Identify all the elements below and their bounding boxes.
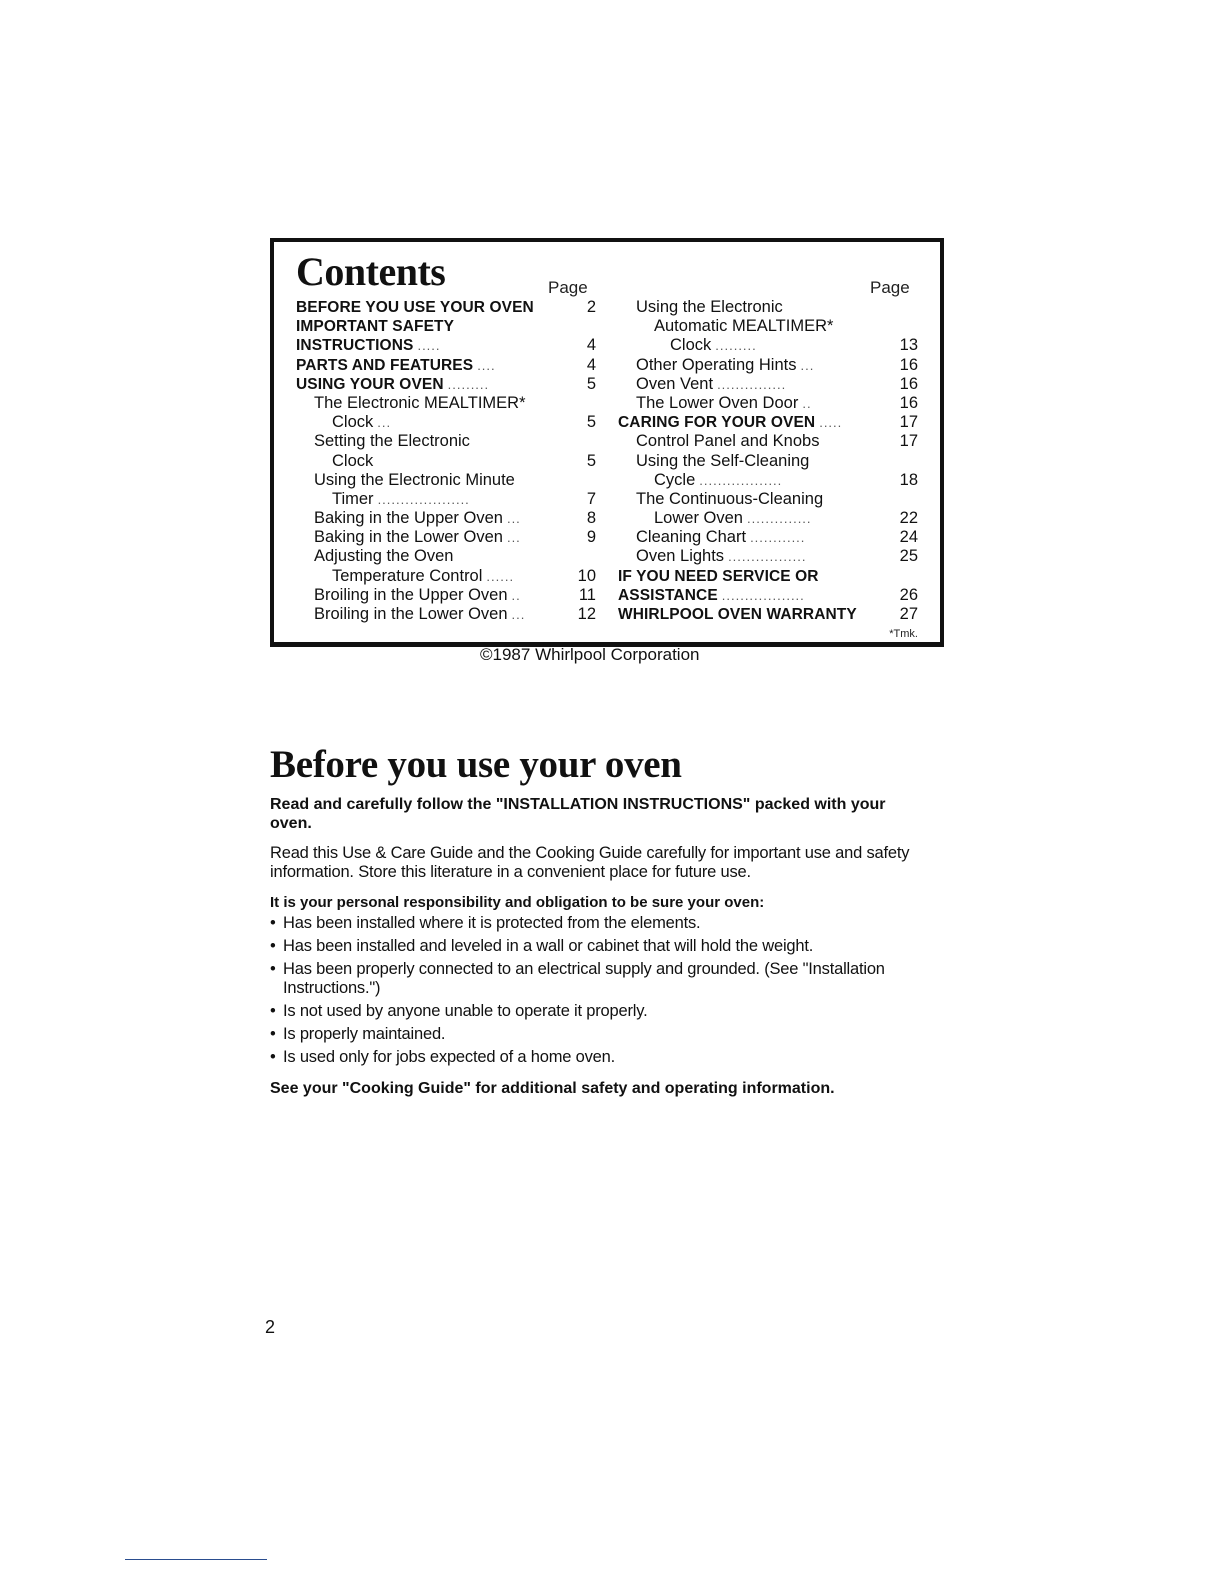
toc-entry-page: 18 [899, 470, 918, 489]
contents-title: Contents [296, 249, 446, 294]
toc-dot-leader: .................. [721, 587, 805, 603]
cooking-guide-note: See your "Cooking Guide" for additional safety and operating information. [270, 1080, 835, 1097]
toc-dot-leader: ...... [486, 568, 515, 584]
toc-dot-leader: .............. [746, 511, 812, 527]
toc-entry-title: The Lower Oven Door [636, 393, 799, 412]
toc-dot-leader: ... [800, 357, 815, 373]
toc-entry [296, 490, 598, 509]
toc-entry [296, 471, 598, 490]
toc-entry-title: ASSISTANCE [618, 586, 718, 604]
toc-entry [296, 509, 598, 528]
toc-dot-leader: ... [377, 415, 392, 431]
toc-entry [618, 528, 918, 547]
toc-entry-page: 16 [899, 374, 918, 393]
toc-entry [296, 317, 598, 336]
toc-entry-title: Using the Self-Cleaning [636, 451, 810, 470]
footer-rule [125, 1559, 267, 1560]
toc-entry-title: BEFORE YOU USE YOUR OVEN [296, 299, 534, 316]
toc-entry-page: 17 [899, 432, 918, 451]
toc-entry-title: Cycle [654, 470, 696, 489]
bullet-icon: • [270, 1048, 276, 1066]
responsibility-item-text: Is used only for jobs expected of a home oven. [283, 1048, 616, 1066]
toc-entry-page: 9 [586, 528, 596, 547]
responsibility-item-text: Is properly maintained. [283, 1025, 446, 1043]
toc-entry-title: Other Operating Hints [636, 355, 797, 374]
bullet-icon: • [270, 960, 276, 978]
responsibility-item-text: Has been properly connected to an electrical supply and grounded. (See "Installation Instructions.") [283, 960, 885, 997]
toc-entry-title: Control Panel and Knobs [636, 432, 820, 451]
toc-entry-page: 8 [586, 509, 596, 528]
bullet-icon: • [270, 1025, 276, 1043]
page-number: 2 [265, 1317, 276, 1337]
toc-entry-page: 24 [899, 528, 918, 547]
toc-entry [296, 413, 598, 432]
toc-entry-page: 5 [586, 451, 596, 470]
intro-paragraph: Read this Use & Care Guide and the Cooking Guide carefully for important use and safety information. Store this literature in a convenient place for future use. [270, 844, 910, 881]
toc-entry-title: Baking in the Upper Oven [314, 509, 503, 528]
toc-dot-leader: ... [511, 607, 526, 622]
page-column-label-left: Page [548, 278, 588, 297]
toc-entry-page: 10 [577, 566, 596, 585]
toc-entry [296, 375, 598, 394]
toc-entry-title: Baking in the Lower Oven [314, 528, 503, 547]
toc-entry-title: Using the Electronic Minute [314, 470, 515, 489]
toc-entry [618, 471, 918, 490]
toc-entry-title: Cleaning Chart [636, 528, 747, 547]
responsibility-item [270, 960, 930, 998]
toc-entry-page: 12 [577, 605, 596, 623]
contents-right-list [618, 298, 918, 624]
copyright-notice: ©1987 Whirlpool Corporation [480, 645, 700, 664]
toc-entry-title: Broiling in the Lower Oven [314, 605, 508, 623]
responsibility-item [270, 937, 930, 956]
toc-entry [618, 490, 918, 509]
responsibility-item [270, 914, 930, 933]
responsibility-item-text: Is not used by anyone unable to operate it properly. [283, 1002, 648, 1020]
toc-entry-title: Clock [670, 336, 712, 355]
toc-entry-page: 13 [899, 336, 918, 355]
toc-entry-title: Oven Lights [636, 547, 725, 566]
contents-left-list [296, 298, 598, 624]
toc-entry [618, 413, 918, 432]
toc-dot-leader: .... [477, 357, 496, 373]
toc-entry [296, 528, 598, 547]
contents-box [270, 238, 944, 647]
bullet-icon: • [270, 1002, 276, 1020]
toc-entry [618, 336, 918, 355]
toc-entry-title: PARTS AND FEATURES [296, 356, 474, 374]
toc-entry-title: WHIRLPOOL OVEN WARRANTY [618, 606, 857, 623]
toc-entry-title: IMPORTANT SAFETY [296, 318, 455, 336]
toc-entry-title: Broiling in the Upper Oven [314, 585, 508, 604]
toc-entry [296, 605, 598, 624]
toc-entry [618, 375, 918, 394]
responsibility-item [270, 1048, 930, 1067]
toc-entry-page: 4 [586, 336, 596, 355]
toc-entry-title: Lower Oven [654, 509, 743, 528]
toc-entry-page: 5 [586, 374, 596, 393]
bullet-icon: • [270, 937, 276, 955]
toc-entry-title: Clock [332, 451, 374, 470]
toc-entry [618, 605, 918, 624]
toc-dot-leader: ............... [717, 376, 787, 392]
toc-dot-leader: ... [506, 530, 521, 546]
toc-dot-leader: ... [506, 511, 521, 527]
toc-entry [296, 452, 598, 471]
toc-dot-leader: ......... [715, 338, 757, 354]
toc-entry-title: The Continuous-Cleaning [636, 489, 824, 508]
toc-entry-title: The Electronic MEALTIMER* [314, 393, 526, 412]
responsibility-heading: It is your personal responsibility and obligation to be sure your oven: [270, 894, 765, 911]
toc-entry-title: INSTRUCTIONS [296, 337, 414, 355]
toc-entry-page: 22 [899, 509, 918, 528]
toc-entry [618, 298, 918, 317]
toc-dot-leader: ................. [728, 549, 807, 565]
section-title: Before you use your oven [270, 743, 682, 786]
toc-dot-leader: .. [511, 587, 521, 603]
toc-entry [618, 586, 918, 605]
toc-dot-leader: ......... [447, 376, 490, 392]
toc-entry-page: 7 [586, 489, 596, 508]
toc-dot-leader: .................. [699, 472, 783, 488]
toc-entry-title: Adjusting the Oven [314, 547, 454, 566]
toc-entry [296, 567, 598, 586]
toc-entry-title: Clock [332, 413, 374, 432]
responsibility-list [270, 914, 930, 1071]
page-column-label-right: Page [870, 278, 910, 297]
toc-entry-page: 17 [899, 413, 918, 432]
toc-entry-page: 16 [899, 355, 918, 374]
toc-entry [296, 394, 598, 413]
toc-entry-title: Automatic MEALTIMER* [654, 317, 834, 336]
toc-entry [618, 356, 918, 375]
toc-entry-title: Oven Vent [636, 374, 714, 393]
toc-entry [296, 432, 598, 451]
toc-entry [296, 586, 598, 605]
toc-entry-title: Temperature Control [332, 566, 483, 585]
toc-dot-leader: ..... [417, 338, 441, 354]
toc-entry-title: CARING FOR YOUR OVEN [618, 414, 816, 432]
installation-instructions-note: Read and carefully follow the "INSTALLATION INSTRUCTIONS" packed with your oven. [270, 796, 886, 832]
bullet-icon: • [270, 914, 276, 932]
toc-entry-title: USING YOUR OVEN [296, 375, 444, 393]
responsibility-item [270, 1025, 930, 1044]
toc-entry-page: 27 [899, 605, 918, 623]
toc-entry [618, 317, 918, 336]
toc-entry [618, 567, 918, 586]
toc-entry-page: 25 [899, 547, 918, 566]
responsibility-item [270, 1002, 930, 1021]
toc-dot-leader: .. [802, 395, 812, 411]
toc-entry-page: 11 [578, 585, 596, 604]
toc-entry-page: 4 [586, 355, 596, 374]
toc-entry [296, 336, 598, 355]
toc-entry [618, 394, 918, 413]
toc-dot-leader: ............ [750, 530, 806, 546]
toc-entry-page: 5 [586, 413, 596, 432]
toc-dot-leader: ..... [819, 415, 843, 431]
toc-entry [296, 356, 598, 375]
toc-entry [618, 547, 918, 566]
toc-entry [296, 547, 598, 566]
toc-dot-leader: .................... [377, 491, 470, 507]
responsibility-item-text: Has been installed where it is protected from the elements. [283, 914, 701, 932]
toc-entry-page: 26 [899, 585, 918, 604]
toc-entry-title: Setting the Electronic [314, 432, 470, 451]
responsibility-item-text: Has been installed and leveled in a wall or cabinet that will hold the weight. [283, 937, 814, 955]
toc-entry-title: Timer [332, 489, 374, 508]
toc-entry [618, 509, 918, 528]
toc-entry [296, 298, 598, 317]
toc-entry [618, 452, 918, 471]
toc-entry-page: 2 [586, 298, 596, 316]
toc-entry-title: Using the Electronic [636, 298, 783, 316]
trademark-note: *Tmk. [889, 628, 918, 640]
toc-entry-title: IF YOU NEED SERVICE OR [618, 567, 819, 585]
toc-entry-page: 16 [899, 393, 918, 412]
toc-entry [618, 432, 918, 451]
